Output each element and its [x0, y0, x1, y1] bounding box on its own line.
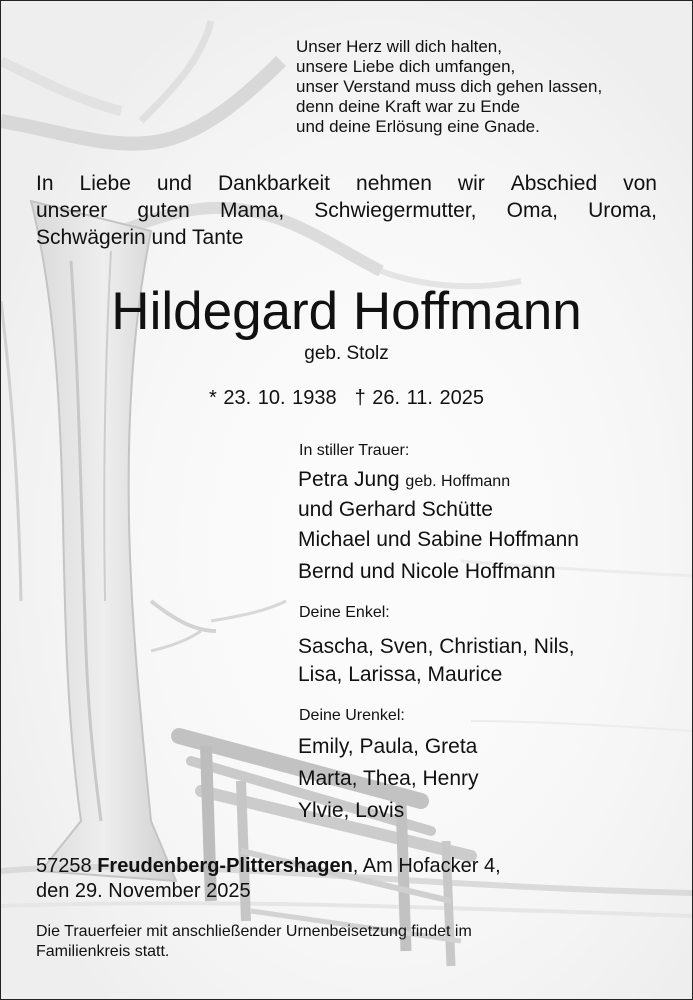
- deceased-name: Hildegard Hoffmann: [111, 282, 582, 341]
- city: Freudenberg-Plittershagen: [97, 855, 353, 877]
- mourner-line: und Gerhard Schütte: [298, 498, 493, 521]
- poem: [296, 37, 602, 137]
- note-line: Familienkreis statt.: [36, 943, 170, 960]
- intro-word: wir: [457, 172, 485, 195]
- intro-word: Mama,: [219, 199, 285, 222]
- intro-word: Uroma,: [588, 199, 657, 222]
- great-grandchildren-label: Deine Urenkel:: [299, 707, 405, 724]
- intro-word: unserer: [36, 199, 108, 222]
- intro-word: In: [36, 172, 54, 195]
- great-grandchildren-list: [298, 731, 479, 827]
- great-grandchildren-line: Marta, Thea, Henry: [298, 767, 479, 790]
- poem-line: unsere Liebe dich umfangen,: [296, 57, 516, 76]
- intro-line: [36, 170, 657, 197]
- poem-line: Unser Herz will dich halten,: [296, 37, 502, 56]
- intro-line: Schwägerin und Tante: [36, 226, 244, 249]
- poem-line: denn deine Kraft war zu Ende: [296, 97, 520, 116]
- birth-date: * 23. 10. 1938: [209, 387, 337, 409]
- mourner-line: Michael und Sabine Hoffmann: [298, 528, 579, 551]
- place-date: den 29. November 2025: [36, 880, 251, 902]
- mourner-name: Petra Jung: [298, 468, 400, 491]
- street: , Am Hofacker 4,: [352, 855, 501, 877]
- mourners-list: [298, 466, 579, 588]
- note-line: Die Trauerfeier mit anschließender Urnenbeisetzung findet im: [36, 923, 472, 940]
- funeral-note: [36, 922, 472, 962]
- great-grandchildren-line: Emily, Paula, Greta: [298, 735, 478, 758]
- mourner-line: Bernd und Nicole Hoffmann: [298, 560, 556, 583]
- grandchildren-line: Sascha, Sven, Christian, Nils,: [298, 635, 575, 658]
- intro-text: [36, 170, 657, 251]
- mourners-label: In stiller Trauer:: [299, 442, 410, 459]
- intro-line: [36, 197, 657, 224]
- grandchildren-list: [298, 633, 575, 689]
- grandchildren-label: Deine Enkel:: [299, 604, 390, 621]
- mourner-maiden: geb. Hoffmann: [405, 473, 511, 490]
- intro-word: Abschied: [510, 172, 598, 195]
- intro-word: Oma,: [506, 199, 558, 222]
- mourner-line: [298, 466, 579, 496]
- intro-word: Dankbarkeit: [217, 172, 331, 195]
- poem-line: und deine Erlösung eine Gnade.: [296, 117, 540, 136]
- address-block: [36, 854, 501, 904]
- intro-word: Schwiegermutter,: [314, 199, 477, 222]
- maiden-name: geb. Stolz: [304, 343, 389, 364]
- intro-word: nehmen: [356, 172, 432, 195]
- zip-code: 57258: [36, 855, 92, 877]
- intro-word: und: [156, 172, 192, 195]
- death-date: † 26. 11. 2025: [354, 387, 484, 409]
- great-grandchildren-line: Ylvie, Lovis: [298, 799, 405, 822]
- intro-word: Liebe: [79, 172, 131, 195]
- address-line: [36, 854, 501, 879]
- poem-line: unser Verstand muss dich gehen lassen,: [296, 77, 603, 96]
- life-dates: [1, 387, 692, 410]
- intro-word: guten: [137, 199, 190, 222]
- intro-word: von: [623, 172, 657, 195]
- grandchildren-line: Lisa, Larissa, Maurice: [298, 663, 503, 686]
